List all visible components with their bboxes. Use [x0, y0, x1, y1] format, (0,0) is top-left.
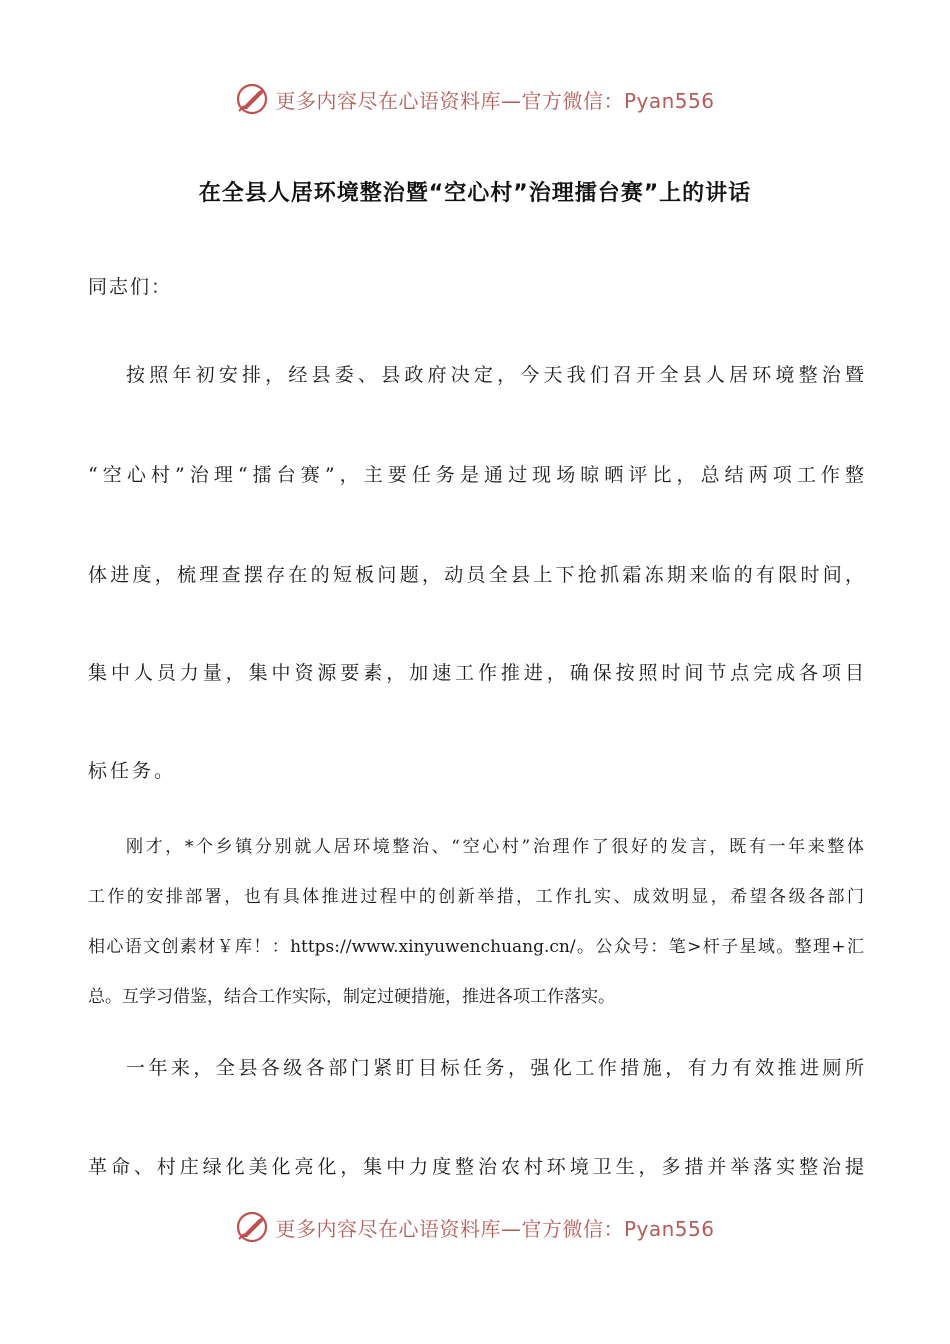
paragraph-line: 按照年初安排，经县委、县政府决定，今天我们召开全县人居环境整治暨	[126, 364, 864, 386]
watermark-header	[0, 82, 950, 116]
quill-logo-icon	[235, 1210, 269, 1244]
watermark-footer	[0, 1210, 950, 1244]
watermark-text: 更多内容尽在心语资料库—官方微信：Pyan556	[275, 1216, 715, 1241]
watermark-text: 更多内容尽在心语资料库—官方微信：Pyan556	[275, 88, 715, 113]
paragraph-line: 刚才，*个乡镇分别就人居环境整治、“空心村”治理作了很好的发言，既有一年来整体	[126, 837, 864, 857]
paragraph-line: 集中人员力量，集中资源要素，加速工作推进，确保按照时间节点完成各项目	[88, 662, 864, 684]
paragraph-line: 工作的安排部署，也有具体推进过程中的创新举措，工作扎实、成效明显，希望各级各部门	[88, 887, 864, 907]
paragraph-line: 一年来，全县各级各部门紧盯目标任务，强化工作措施，有力有效推进厕所	[126, 1057, 864, 1079]
quill-logo-icon	[235, 82, 269, 116]
paragraph-line: 体进度，梳理查摆存在的短板问题，动员全县上下抢抓霜冻期来临的有限时间，	[88, 564, 864, 586]
paragraph-line: 相心语文创素材￥库！：https://www.xinyuwenchuang.cn/。公众号：笔>杆子星域。整理+汇	[88, 937, 864, 957]
paragraph-line: “空心村”治理“擂台赛”，主要任务是通过现场晾晒评比，总结两项工作整	[88, 464, 864, 486]
paragraph-line: 总。互学习借鉴，结合工作实际，制定过硬措施，推进各项工作落实。	[88, 987, 615, 1007]
paragraph-line: 标任务。	[88, 760, 177, 782]
paragraph-line: 革命、村庄绿化美化亮化，集中力度整治农村环境卫生，多措并举落实整治提	[88, 1156, 864, 1178]
document-title: 在全县人居环境整治暨“空心村”治理擂台赛”上的讲话	[198, 181, 752, 206]
greeting: 同志们：	[88, 276, 173, 298]
